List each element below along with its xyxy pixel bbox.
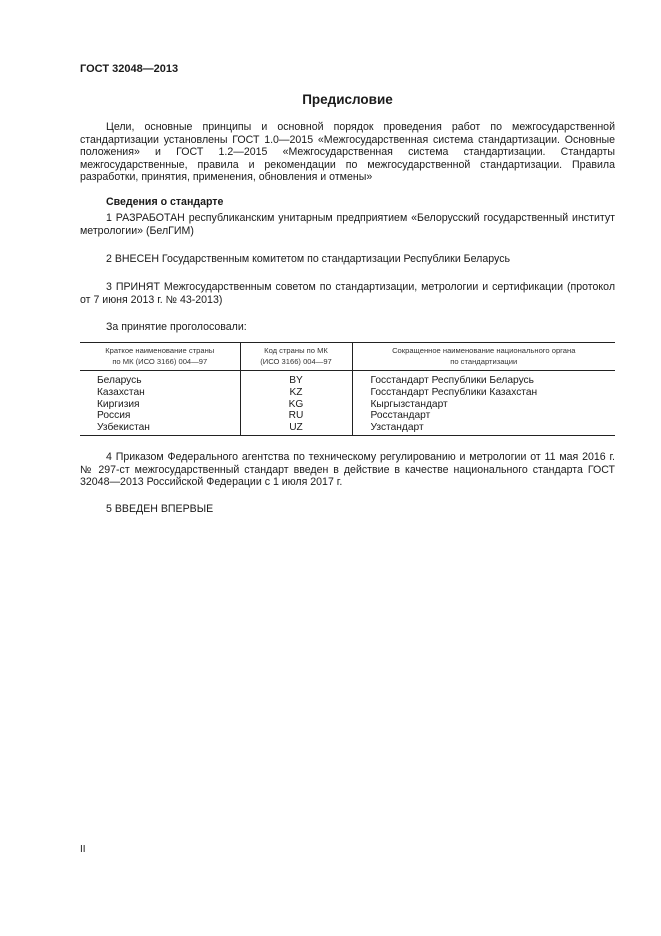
table-row [80, 422, 615, 435]
voting-table [80, 342, 615, 436]
table-header-code [240, 343, 352, 371]
code-cell: KG [240, 399, 352, 411]
body-cell: Госстандарт Республики Беларусь [352, 371, 615, 387]
country-cell: Россия [97, 410, 131, 422]
table-header-line: Код страны по МК [264, 346, 328, 355]
table-header-line: Краткое наименование страны [105, 346, 215, 355]
body-cell: Росстандарт [352, 410, 615, 422]
section-title: Сведения о стандарте [106, 196, 224, 208]
table-row [80, 387, 615, 399]
country-cell: Казахстан [97, 386, 145, 398]
country-cell: Узбекистан [80, 422, 240, 435]
code-cell: KZ [240, 387, 352, 399]
table-row [80, 399, 615, 411]
table-header-body [352, 343, 615, 371]
page-title: Предисловие [302, 92, 393, 107]
code-cell: BY [240, 371, 352, 387]
body-cell: Госстандарт Республики Казахстан [352, 387, 615, 399]
body-cell: Кыргызстандарт [352, 399, 615, 411]
country-cell: Киргизия [97, 398, 140, 410]
table-row [80, 371, 615, 387]
table-header-line: по МК (ИСО 3166) 004—97 [112, 357, 208, 366]
table-header-country [80, 343, 240, 371]
item-developed: 1 РАЗРАБОТАН республиканским унитарным предприятием «Белорусский государственный институт метрологии» (БелГИМ) [80, 212, 615, 237]
item-first-introduced: 5 ВВЕДЕН ВПЕРВЫЕ [106, 503, 214, 515]
table-header-line: по стандартизации [450, 357, 518, 366]
table-row [80, 410, 615, 422]
table-header-line: Сокращенное наименование национального органа [392, 346, 576, 355]
country-cell: Беларусь [97, 375, 142, 386]
item-adopted: 3 ПРИНЯТ Межгосударственным советом по стандартизации, метрологии и сертификации (протокол от 7 июня 2013 г. № 43-2013) [80, 281, 615, 306]
code-cell: UZ [240, 422, 352, 435]
voted-label: За принятие проголосовали: [106, 321, 247, 333]
page-number: II [80, 844, 86, 855]
body-cell: Узстандарт [352, 422, 615, 435]
intro-paragraph: Цели, основные принципы и основной порядок проведения работ по межгосударственной стандартизации установлены ГОСТ 1.0—2015 «Межгосударственная система стандартизации. Основные положения» и ГОСТ 1.2—2015 «Межгосударственная система стандартизации. Стандарты межгосударственные, правила и рекомендации по межгосударственной стандартизации. Правила разработки, принятия, применения, обновления и отмены» [80, 121, 615, 184]
table-header-line: (ИСО 3166) 004—97 [260, 357, 332, 366]
document-header: ГОСТ 32048—2013 [80, 63, 179, 75]
table-header-row [80, 343, 615, 371]
item-order: 4 Приказом Федерального агентства по техническому регулированию и метрологии от 11 мая 2016 г. № 297-ст межгосударственный стандарт введен в действие в качестве национального стандарта ГОСТ 32048—2013 Российской Федерации с 1 июля 2017 г. [80, 451, 615, 489]
code-cell: RU [240, 410, 352, 422]
item-introduced: 2 ВНЕСЕН Государственным комитетом по стандартизации Республики Беларусь [106, 253, 511, 265]
